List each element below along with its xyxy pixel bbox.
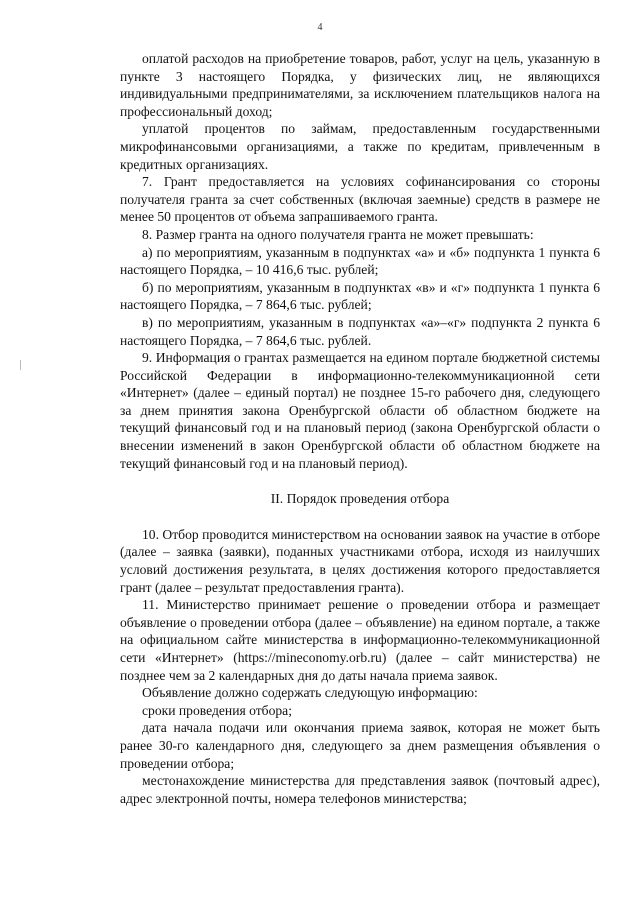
paragraph: в) по мероприятиям, указанным в подпунктах «а»–«г» подпункта 2 пункта 6 настоящего Порядка, – 7 864,6 тыс. рублей.	[120, 314, 600, 348]
paragraph: б) по мероприятиям, указанным в подпунктах «в» и «г» подпункта 1 пункта 6 настоящего Порядка, – 7 864,6 тыс. рублей;	[120, 279, 600, 313]
document-body	[120, 50, 600, 807]
paragraph: 11. Министерство принимает решение о проведении отбора и размещает объявление о проведении отбора (далее – объявление) на едином портале, а также на официальном сайте министерства в информационно-телекоммуникационной сети «Интернет» (https://mineconomy.orb.ru) (далее – сайт министерства) не позднее чем за 2 календарных дня до даты начала приема заявок.	[120, 597, 600, 683]
paragraph: 9. Информация о грантах размещается на едином портале бюджетной системы Российской Федерации в информационно-телекоммуникационной сети «Интернет» (далее – единый портал) не позднее 15-го рабочего дня, следующего за днем принятия закона Оренбургской области об областном бюджете на текущий финансовый год и на плановый период (закона Оренбургской области о внесении изменений в закон Оренбургской области об областном бюджете на текущий финансовый год и на плановый период).	[120, 350, 600, 471]
paragraph: оплатой расходов на приобретение товаров, работ, услуг на цель, указанную в пункте 3 настоящего Порядка, у физических лиц, не являющихся индивидуальными предпринимателями, за исключением плательщиков налога на профессиональный доход;	[120, 51, 600, 119]
paragraph: 10. Отбор проводится министерством на основании заявок на участие в отборе (далее – заявка (заявки), поданных участниками отбора, исходя из наилучших условий достижения результата, в целях достижения которого предоставляется грант (далее – результат предоставления гранта).	[120, 526, 600, 595]
paragraph: 7. Грант предоставляется на условиях софинансирования со стороны получателя гранта за счет собственных (включая заемные) средств в размере не менее 50 процентов от объема запрашиваемого гранта.	[120, 174, 600, 225]
paragraph: сроки проведения отбора;	[142, 702, 292, 718]
paragraph: Объявление должно содержать следующую информацию:	[142, 685, 478, 701]
page-number: 4	[317, 22, 323, 33]
paragraph: уплатой процентов по займам, предоставленным государственными микрофинансовыми организациями, а также по кредитам, привлеченным в кредитных организациях.	[120, 121, 600, 172]
section-heading: II. Порядок проведения отбора	[270, 491, 450, 507]
paragraph: местонахождение министерства для представления заявок (почтовый адрес), адрес электронной почты, номера телефонов министерства;	[120, 773, 600, 806]
paragraph: 8. Размер гранта на одного получателя гранта не может превышать:	[142, 226, 534, 242]
paragraph: дата начала подачи или окончания приема заявок, которая не может быть ранее 30-го календарного дня, следующего за днем размещения объявления о проведении отбора;	[120, 720, 600, 771]
margin-mark	[20, 360, 21, 370]
paragraph: а) по мероприятиям, указанным в подпунктах «а» и «б» подпункта 1 пункта 6 настоящего Порядка, – 10 416,6 тыс. рублей;	[120, 244, 600, 278]
